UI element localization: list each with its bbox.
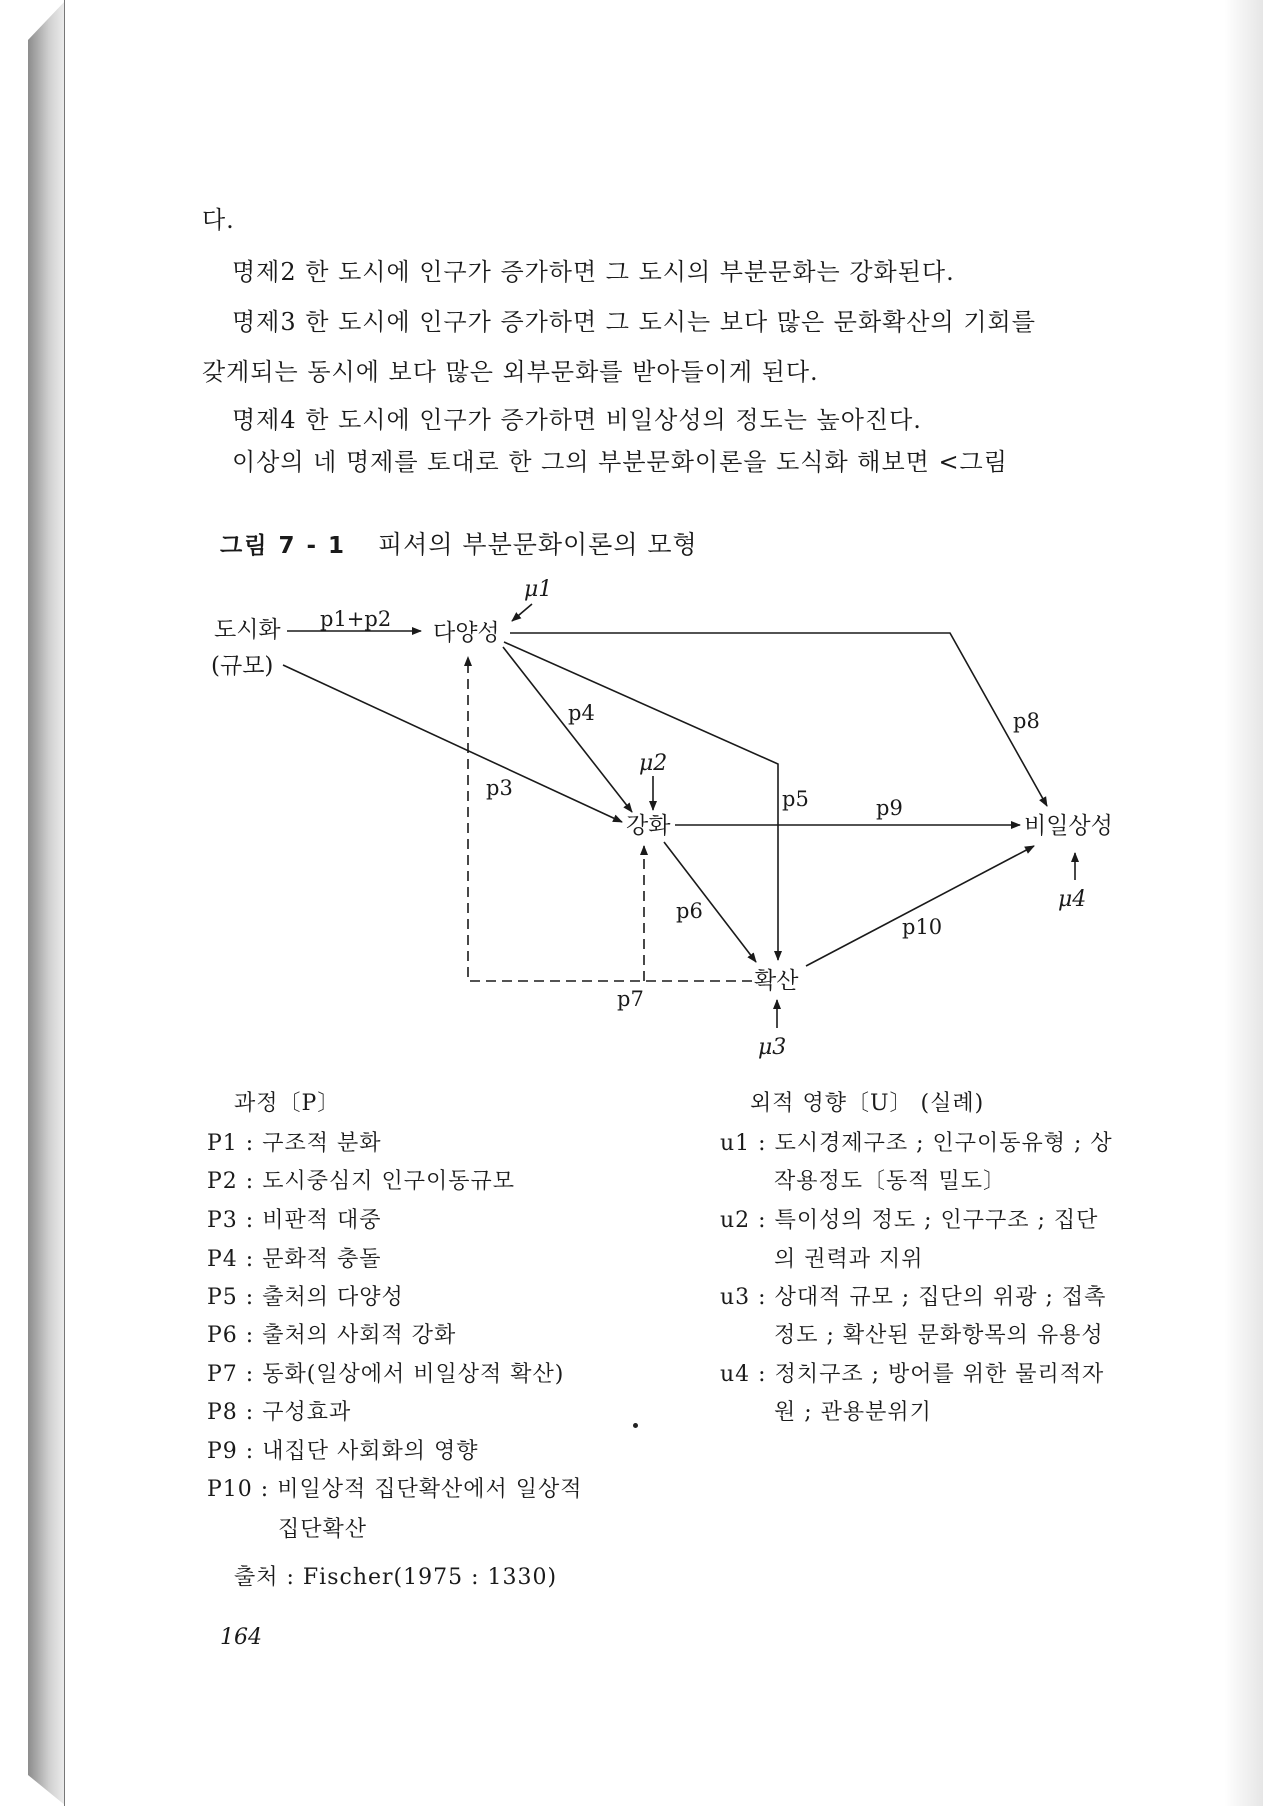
node-diffusion: 확산 [754,968,799,994]
label-p9: p9 [876,796,903,820]
edge-p3 [283,665,622,822]
external-item-2-cont: 의 권력과 지위 [774,1247,924,1272]
external-item-1: u1 : 도시경제구조 ; 인구이동유형 ; 상 [720,1131,1113,1156]
label-p3: p3 [486,776,513,800]
process-item-8: P8 : 구성효과 [207,1400,352,1425]
process-item-3: P3 : 비판적 대중 [207,1208,382,1233]
external-item-1-cont: 작용정도〔동적 밀도〕 [774,1169,1007,1194]
label-mu4: μ4 [1058,887,1087,912]
label-p7: p7 [617,987,644,1011]
process-heading: 과정〔P〕 [234,1091,341,1116]
label-mu1: μ1 [524,577,553,602]
node-diversity: 다양성 [433,620,500,646]
edge-p10 [806,846,1034,966]
external-item-4-cont: 원 ; 관용분위기 [774,1400,932,1425]
external-heading: 외적 영향〔U〕 (실례) [750,1091,985,1116]
page-number: 164 [220,1625,262,1650]
process-item-9: P9 : 내집단 사회화의 영향 [207,1439,479,1464]
text-line-1: 다. [202,206,235,234]
node-urbanization-scale: (규모) [211,653,274,679]
process-item-5: P5 : 출처의 다양성 [207,1285,404,1310]
text-line-3: 명제3 한 도시에 인구가 증가하면 그 도시는 보다 많은 문화확산의 기회를 [232,308,1036,336]
process-item-4: P4 : 문화적 충돌 [207,1247,382,1272]
external-item-2: u2 : 특이성의 정도 ; 인구구조 ; 집단 [720,1208,1099,1233]
text-line-4: 갖게되는 동시에 보다 많은 외부문화를 받아들이게 된다. [202,358,819,386]
edge-mu1 [512,604,532,621]
node-intensification: 강화 [626,813,671,839]
diagram-nodes [211,617,1113,994]
text-line-2: 명제2 한 도시에 인구가 증가하면 그 도시의 부분문화는 강화된다. [232,258,955,286]
label-p8: p8 [1013,709,1040,733]
edge-p5 [504,642,778,960]
process-item-10: P10 : 비일상적 집단확산에서 일상적 [207,1477,583,1502]
label-mu2: μ2 [639,751,668,776]
external-item-3-cont: 정도 ; 확산된 문화항목의 유용성 [774,1323,1104,1348]
diagram-edges [283,604,1075,1028]
label-mu3: μ3 [758,1035,787,1060]
label-p1p2: p1+p2 [320,607,392,631]
process-item-7: P7 : 동화(일상에서 비일상적 확산) [207,1362,565,1387]
external-item-3: u3 : 상대적 규모 ; 집단의 위광 ; 접촉 [720,1285,1107,1310]
label-p10: p10 [902,915,943,939]
diagram-edge-labels [320,607,1040,1011]
text-line-6: 이상의 네 명제를 토대로 한 그의 부분문화이론을 도식화 해보면 <그림 [232,448,1008,476]
node-urbanization: 도시화 [214,617,281,643]
node-unconventionality: 비일상성 [1024,813,1113,839]
text-line-5: 명제4 한 도시에 인구가 증가하면 비일상성의 정도는 높아진다. [232,406,922,434]
label-p6: p6 [676,899,703,923]
figure-caption: 피셔의 부분문화이론의 모형 [378,530,698,559]
external-item-4: u4 : 정치구조 ; 방어를 위한 물리적자 [720,1362,1105,1387]
diagram-mu-labels [524,577,1086,1060]
label-p5: p5 [782,787,809,811]
edge-p7-to-diversity [468,657,752,981]
figure-number: 그림 7 - 1 [220,533,347,559]
process-item-2: P2 : 도시중심지 인구이동규모 [207,1169,515,1194]
process-item-6: P6 : 출처의 사회적 강화 [207,1323,457,1348]
edge-p4 [503,647,632,812]
source-citation: 출처 : Fischer(1975 : 1330) [234,1565,558,1590]
print-speck [633,1423,638,1428]
process-item-1: P1 : 구조적 분화 [207,1131,382,1156]
process-item-10-cont: 집단확산 [278,1517,368,1542]
label-p4: p4 [568,701,595,725]
